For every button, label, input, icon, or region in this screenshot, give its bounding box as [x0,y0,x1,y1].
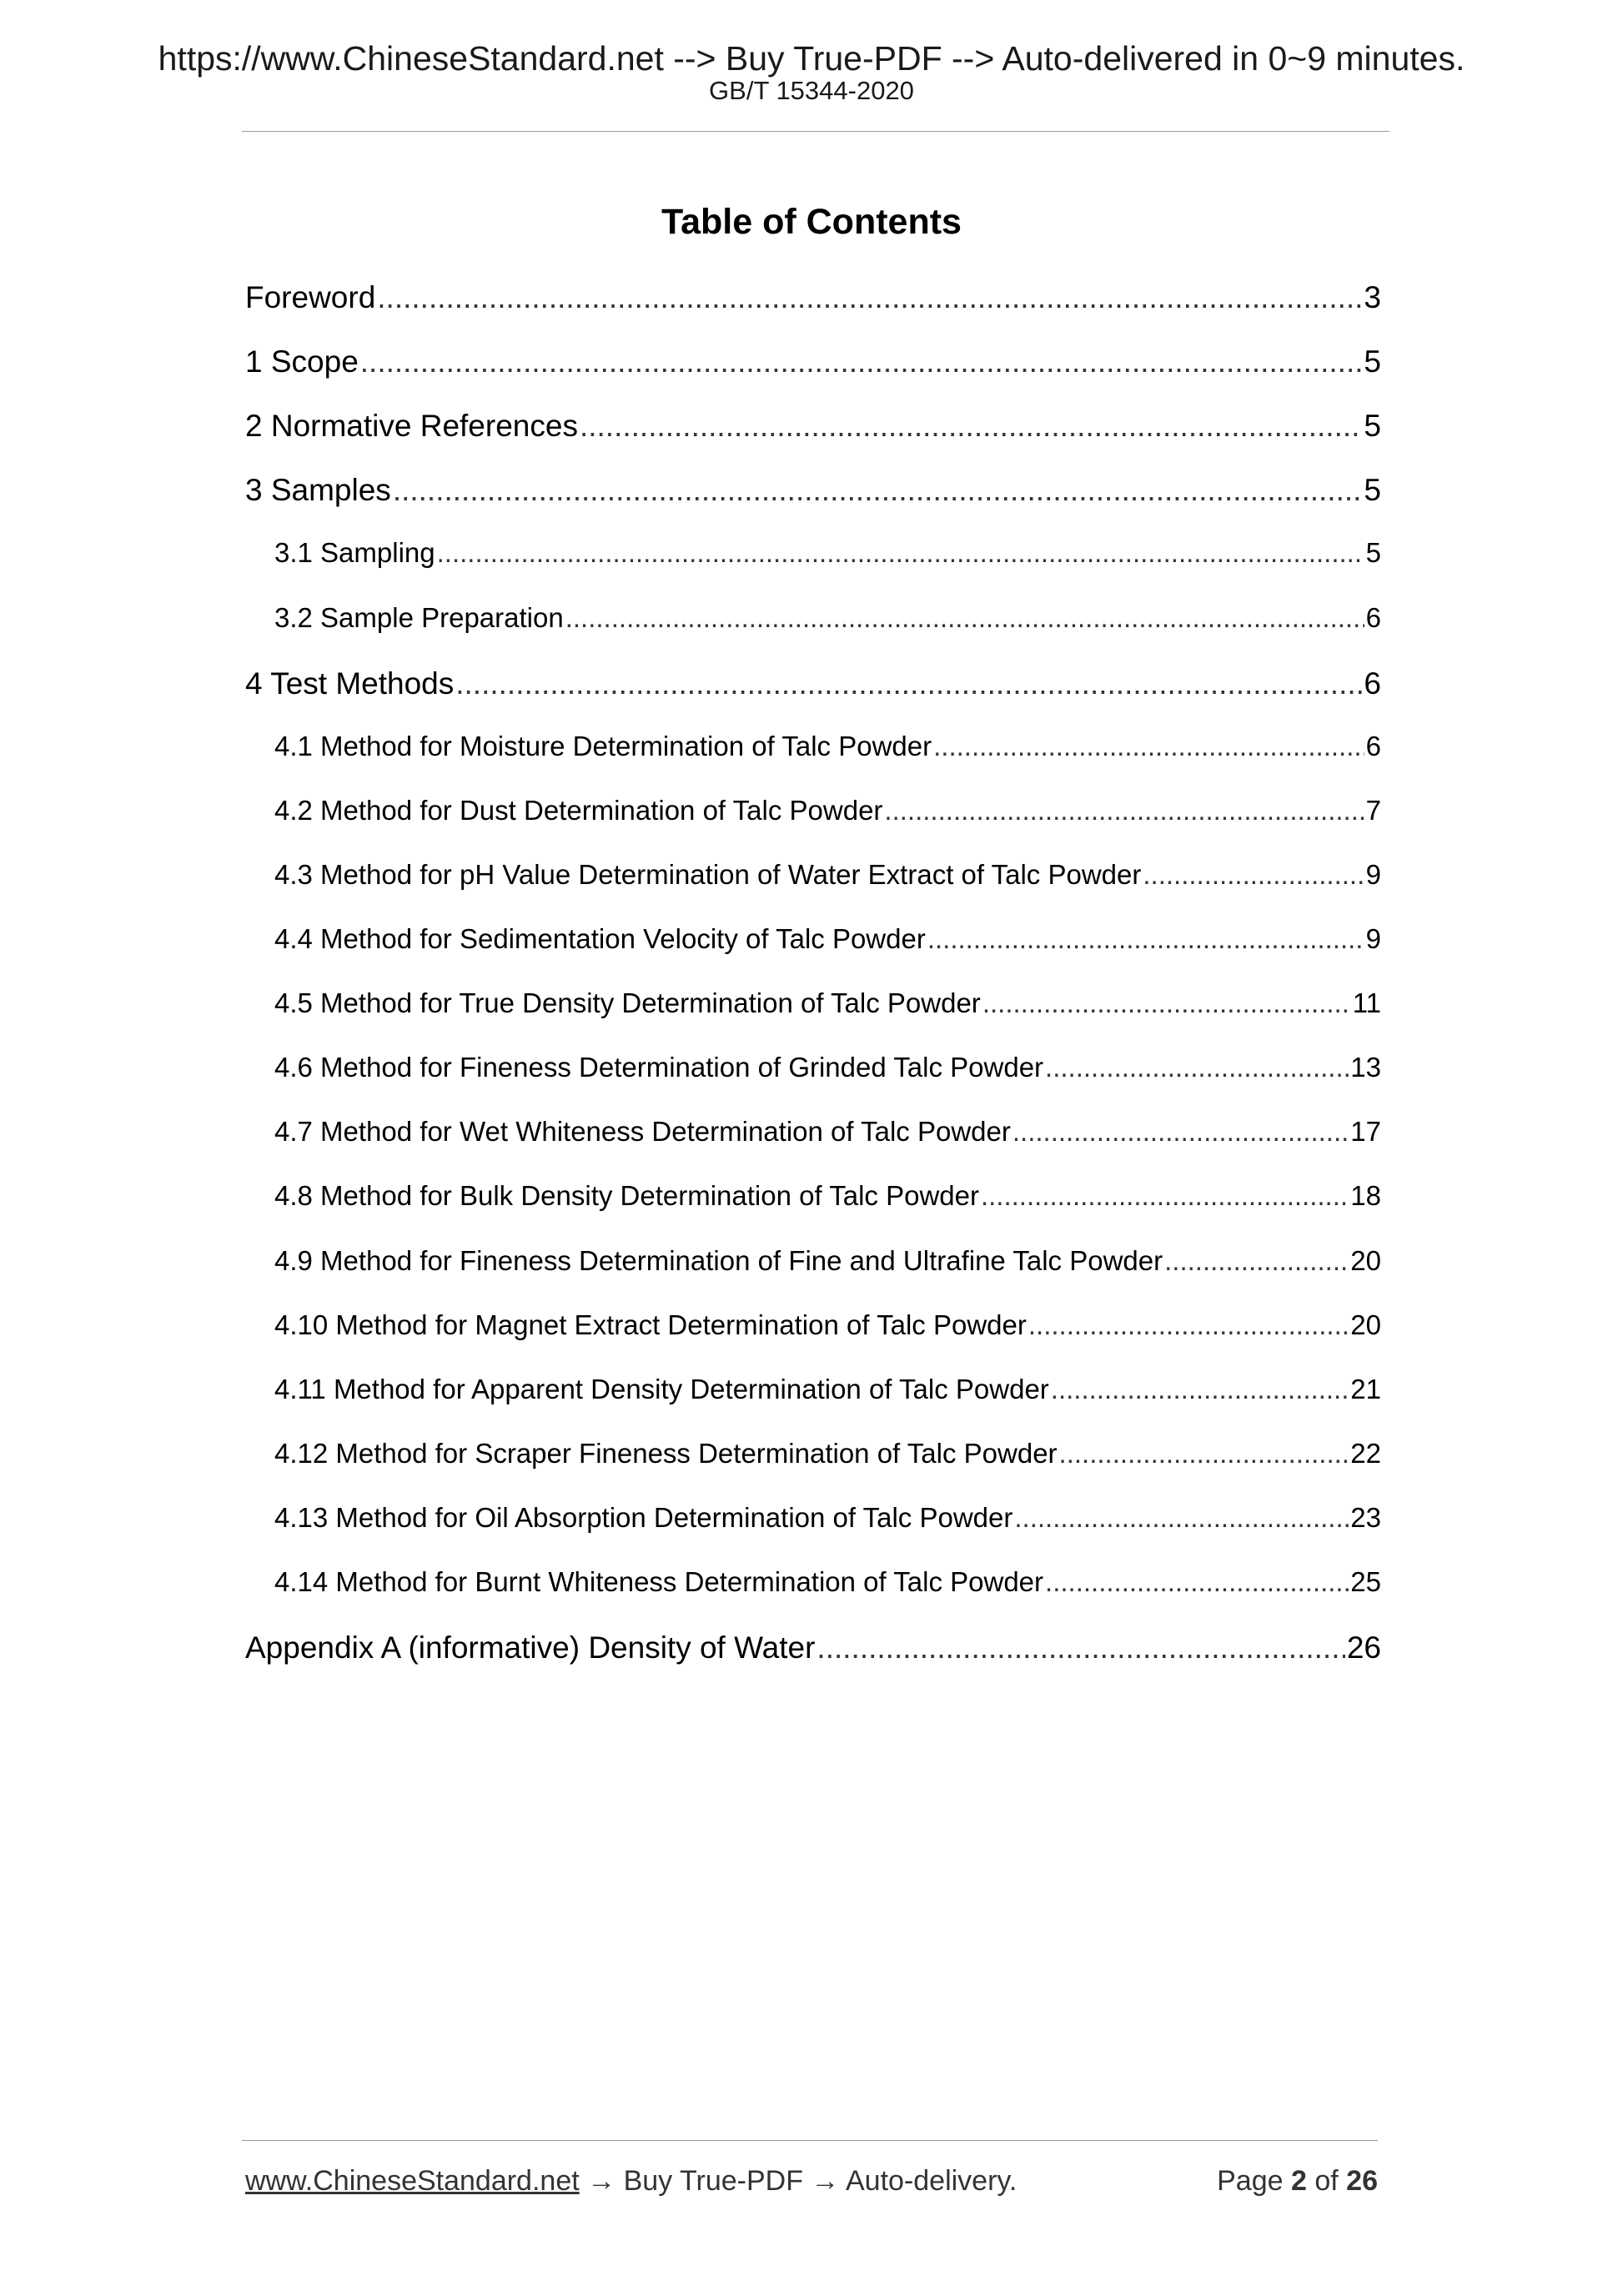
toc-entry-page: 26 [1346,1630,1381,1665]
toc-entry-label: 4.8 Method for Bulk Density Determination of Talc Powder [274,1180,979,1211]
toc-dot-leader [360,344,1363,379]
toc-dot-leader [1045,1566,1349,1598]
toc-dot-leader [817,1630,1344,1665]
toc-entry-page: 21 [1350,1374,1381,1404]
toc-dot-leader [1059,1438,1349,1470]
toc-entry[interactable] [245,1374,1381,1415]
toc-entry[interactable] [245,473,1381,515]
toc-dot-leader [981,1180,1349,1212]
toc-entry[interactable] [245,1502,1381,1544]
toc-entry-label: 4.10 Method for Magnet Extract Determination of Talc Powder [274,1309,1027,1340]
toc-entry-page: 18 [1350,1180,1381,1211]
document-code: GB/T 15344-2020 [709,76,914,105]
toc-entry-page: 6 [1364,666,1381,701]
header-divider [242,131,1389,132]
toc-dot-leader [580,409,1362,444]
toc-dot-leader [565,602,1364,634]
toc-entry-page: 20 [1350,1245,1381,1276]
toc-entry[interactable] [245,795,1381,837]
toc-entry[interactable] [245,731,1381,772]
toc-dot-leader [982,987,1351,1019]
toc-entry-page: 9 [1365,923,1381,954]
page-of: of [1314,2165,1339,2197]
toc-entry[interactable] [245,1630,1381,1672]
toc-dot-leader [884,795,1364,826]
toc-entry-label: 4.7 Method for Wet Whiteness Determination of Talc Powder [274,1116,1011,1147]
toc-entry-label: 4.5 Method for True Density Determination of Talc Powder [274,987,981,1018]
toc-entry[interactable] [245,923,1381,965]
top-banner: https://www.ChineseStandard.net --> Buy True-PDF --> Auto-delivered in 0~9 minutes. [158,39,1465,78]
page-footer [245,2167,1378,2195]
footer-divider [242,2140,1378,2141]
toc-entry-label: 3.1 Sampling [274,537,435,568]
toc-entry-label: 3.2 Sample Preparation [274,602,564,633]
toc-entry-label: 4.12 Method for Scraper Fineness Determination of Talc Powder [274,1438,1058,1469]
toc-title: Table of Contents [661,202,962,242]
toc-dot-leader [1012,1116,1349,1148]
toc-entry-page: 9 [1365,859,1381,890]
toc-entry-label: 3 Samples [245,473,391,507]
toc-dot-leader [1143,859,1364,891]
toc-entry-label: Foreword [245,280,376,314]
toc-entry[interactable] [245,1245,1381,1287]
toc-dot-leader [377,280,1362,315]
toc-dot-leader [1164,1245,1349,1277]
toc-entry-label: 4.11 Method for Apparent Density Determination of Talc Powder [274,1374,1049,1404]
toc-entry[interactable] [245,666,1381,708]
toc-entry-label: 4.3 Method for pH Value Determination of Water Extract of Talc Powder [274,859,1142,890]
toc-entry-label: 4.1 Method for Moisture Determination of Talc Powder [274,731,932,761]
toc-entry-label: Appendix A (informative) Density of Water [245,1630,816,1665]
toc-entry-page: 6 [1365,602,1381,633]
toc-entry[interactable] [245,1116,1381,1158]
toc-entry[interactable] [245,1309,1381,1351]
toc-entry-page: 23 [1350,1502,1381,1533]
toc-entry[interactable] [245,987,1381,1029]
toc-entry[interactable] [245,1180,1381,1222]
toc-entry-page: 6 [1365,731,1381,761]
toc-entry-page: 3 [1364,280,1381,314]
toc-dot-leader [1014,1502,1349,1534]
toc-entry-label: 4.9 Method for Fineness Determination of Fine and Ultrafine Talc Powder [274,1245,1163,1276]
toc-dot-leader [1028,1309,1349,1341]
toc-entry-page: 5 [1364,409,1381,443]
toc-entry[interactable] [245,409,1381,450]
toc-entry-page: 5 [1365,537,1381,568]
toc-dot-leader [455,666,1362,701]
toc-entry-label: 4.13 Method for Oil Absorption Determination of Talc Powder [274,1502,1013,1533]
toc-entry-label: 4.14 Method for Burnt Whiteness Determination of Talc Powder [274,1566,1044,1597]
toc-entry[interactable] [245,1566,1381,1608]
toc-dot-leader [437,537,1364,569]
toc-entry-label: 4.4 Method for Sedimentation Velocity of Talc Powder [274,923,926,954]
toc-entry[interactable] [245,1438,1381,1480]
toc-entry[interactable] [245,1052,1381,1093]
toc-entry-label: 4.6 Method for Fineness Determination of Grinded Talc Powder [274,1052,1044,1083]
toc-entry-page: 13 [1350,1052,1381,1083]
toc-dot-leader [393,473,1363,508]
toc-entry-label: 4.2 Method for Dust Determination of Talc Powder [274,795,883,826]
toc-dot-leader [1045,1052,1349,1083]
site-link[interactable]: www.ChineseStandard.net [245,2165,580,2197]
toc-entry-page: 7 [1365,795,1381,826]
toc-entry-page: 22 [1350,1438,1381,1469]
toc-entry[interactable] [245,344,1381,386]
toc-entry[interactable] [245,537,1381,579]
toc-entry[interactable] [245,859,1381,901]
page-word: Page [1217,2165,1284,2197]
toc-entry-label: 4 Test Methods [245,666,455,701]
toc-entry-page: 17 [1350,1116,1381,1147]
toc-dot-leader [933,731,1364,762]
toc-entry[interactable] [245,280,1381,322]
footer-left [245,2167,1017,2195]
page-current: 2 [1290,2165,1307,2197]
toc-entry-page: 25 [1350,1566,1381,1597]
toc-dot-leader [927,923,1364,955]
page-number [1217,2167,1378,2195]
toc-entry[interactable] [245,602,1381,644]
footer-tagline: → Buy True-PDF → Auto-delivery. [579,2165,1018,2197]
page-total: 26 [1346,2165,1378,2197]
toc-entry-page: 11 [1352,987,1381,1018]
toc-entry-page: 5 [1364,344,1381,379]
toc-entry-label: 2 Normative References [245,409,578,443]
toc-dot-leader [1051,1374,1349,1405]
toc-entry-page: 5 [1364,473,1381,507]
toc-entry-label: 1 Scope [245,344,359,379]
toc-entry-page: 20 [1350,1309,1381,1340]
